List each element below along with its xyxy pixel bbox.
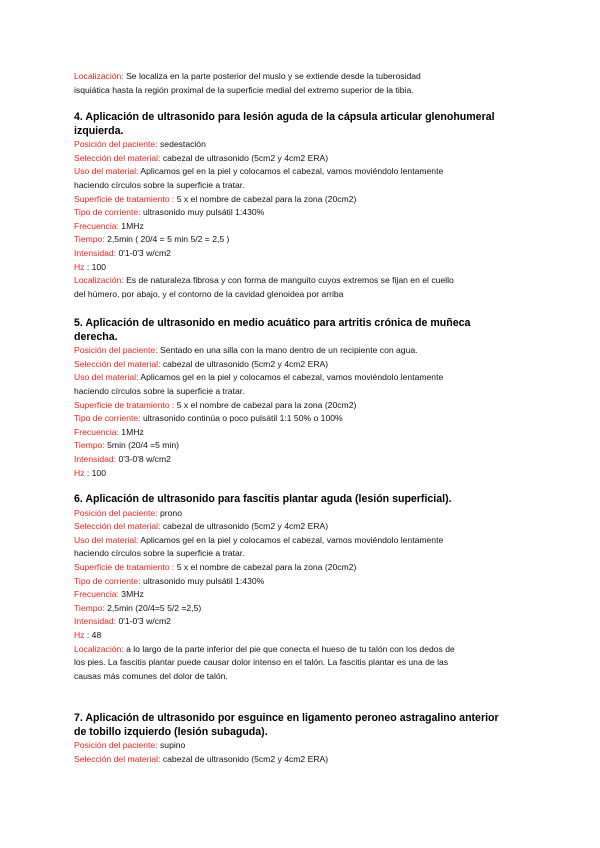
field-label: Intensidad: — [74, 247, 117, 258]
field-label: Posición del paciente: — [74, 740, 158, 751]
field-label: Tipo de corriente: — [74, 207, 141, 218]
section-title: derecha. — [74, 330, 118, 343]
field-label: Posición del paciente: — [74, 139, 158, 150]
field-label: Selección del material: — [74, 358, 161, 369]
section-title: 5. Aplicación de ultrasonido en medio acuático para artritis crónica de muñeca — [74, 317, 471, 329]
field-label: Uso del material: — [74, 372, 139, 383]
field-value: 5 x el nombre de cabezal para la zona (20cm2) — [176, 399, 357, 410]
field-value: 2,5min ( 20/4 = 5 min 5/2 = 2,5 ) — [107, 234, 230, 245]
section-title: de tobillo izquierdo (lesión subaguda). — [74, 725, 268, 738]
field-label: Superficie de tratamiento : — [74, 193, 175, 204]
field-value: 5min (20/4 =5 min) — [107, 440, 180, 451]
field-value: ultrasonido muy pulsátil 1:430% — [142, 207, 265, 218]
field-label: Localización: — [74, 643, 124, 654]
field-value: 5 x el nombre de cabezal para la zona (20cm2) — [176, 193, 357, 204]
field-value: : 100 — [86, 261, 107, 272]
field-label: Localización: — [74, 71, 124, 81]
field-value: 0'1-0'3 w/cm2 — [118, 616, 171, 627]
field-label: Tipo de corriente: — [74, 413, 141, 424]
field-value: los pies. La fascitis plantar puede causar dolor intenso en el talón. La fascitis plantar es una de las — [74, 657, 449, 668]
field-label: Frecuencia: — [74, 426, 119, 437]
field-label: Selección del material: — [74, 521, 161, 532]
field-value: cabezal de ultrasonido (5cm2 y 4cm2 ERA) — [162, 358, 329, 369]
intro-block — [74, 70, 534, 97]
field-label: Intensidad: — [74, 453, 117, 464]
field-value: 3MHz — [121, 589, 144, 600]
section-title: 7. Aplicación de ultrasonido por esguince en ligamento peroneo astragalino anterior — [74, 712, 499, 724]
field-value: a lo largo de la parte inferior del pie que conecta el hueso de tu talón con los dedos de — [126, 643, 455, 654]
section-6 — [74, 493, 534, 683]
field-value: Aplicamos gel en la piel y colocamos el cabezal, vamos moviéndolo lentamente — [140, 534, 444, 545]
field-label: Frecuencia: — [74, 589, 119, 600]
field-value: Sentado en una silla con la mano dentro de un recipiente con agua. — [160, 345, 418, 356]
section-5 — [74, 317, 534, 480]
field-label: Uso del material: — [74, 166, 139, 177]
field-label: Tiempo: — [74, 440, 105, 451]
field-value: 0'1-0'3 w/cm2 — [118, 247, 171, 258]
field-value: sedestación — [160, 139, 206, 150]
field-label: Superficie de tratamiento : — [74, 399, 175, 410]
field-value: 1MHz — [121, 220, 144, 231]
field-label: Tiempo: — [74, 234, 105, 245]
field-value: Aplicamos gel en la piel y colocamos el cabezal, vamos moviéndolo lentamente — [140, 372, 444, 383]
section-title: 4. Aplicación de ultrasonido para lesión aguda de la cápsula articular glenohumeral — [74, 111, 495, 123]
field-label: Hz — [74, 629, 85, 640]
field-value: 2,5min (20/4=5 5/2 =2,5) — [107, 602, 202, 613]
field-value: haciendo círculos sobre la superficie a tratar. — [74, 179, 245, 190]
field-value: 0'3-0'8 w/cm2 — [118, 453, 171, 464]
field-value: : 100 — [86, 467, 107, 478]
field-label: Tipo de corriente: — [74, 575, 141, 586]
field-value: isquiática hasta la región proximal de la superficie medial del extremo superior de la tibia. — [74, 84, 414, 95]
field-label: Posición del paciente: — [74, 507, 158, 518]
section-7 — [74, 712, 534, 766]
section-4 — [74, 111, 534, 301]
field-value: ultrasonido muy pulsátil 1:430% — [142, 575, 265, 586]
field-value: Se localiza en la parte posterior del muslo y se extiende desde la tuberosidad — [126, 71, 421, 81]
field-label: Selección del material: — [74, 152, 161, 163]
field-value: del húmero, por abajo, y el contorno de la cavidad glenoidea por arriba — [74, 288, 344, 299]
field-label: Uso del material: — [74, 534, 139, 545]
field-value: ultrasonido continúa o poco pulsátil 1:1 50% o 100% — [142, 413, 343, 424]
section-title: 6. Aplicación de ultrasonido para fascitis plantar aguda (lesión superficial). — [74, 493, 452, 505]
field-value: Aplicamos gel en la piel y colocamos el cabezal, vamos moviéndolo lentamente — [140, 166, 444, 177]
field-value: causas más comunes del dolor de talón. — [74, 670, 228, 681]
field-label: Selección del material: — [74, 753, 161, 764]
field-value: supino — [160, 740, 186, 751]
field-label: Tiempo: — [74, 602, 105, 613]
field-label: Hz — [74, 261, 85, 272]
field-value: 1MHz — [121, 426, 144, 437]
field-value: cabezal de ultrasonido (5cm2 y 4cm2 ERA) — [162, 753, 329, 764]
field-value: 5 x el nombre de cabezal para la zona (20cm2) — [176, 561, 357, 572]
field-label: Intensidad: — [74, 616, 117, 627]
field-value: prono — [160, 507, 182, 518]
field-label: Hz — [74, 467, 85, 478]
field-value: cabezal de ultrasonido (5cm2 y 4cm2 ERA) — [162, 521, 329, 532]
field-label: Localización: — [74, 275, 124, 286]
field-label: Posición del paciente: — [74, 345, 158, 356]
field-value: : 48 — [86, 629, 102, 640]
field-label: Frecuencia: — [74, 220, 119, 231]
field-value: cabezal de ultrasonido (5cm2 y 4cm2 ERA) — [162, 152, 329, 163]
field-value: haciendo círculos sobre la superficie a tratar. — [74, 548, 245, 559]
field-label: Superficie de tratamiento : — [74, 561, 175, 572]
field-value: Es de naturaleza fibrosa y con forma de manguito cuyos extremos se fijan en el cuello — [126, 275, 454, 286]
section-title: izquierda. — [74, 124, 124, 137]
field-value: haciendo círculos sobre la superficie a tratar. — [74, 385, 245, 396]
